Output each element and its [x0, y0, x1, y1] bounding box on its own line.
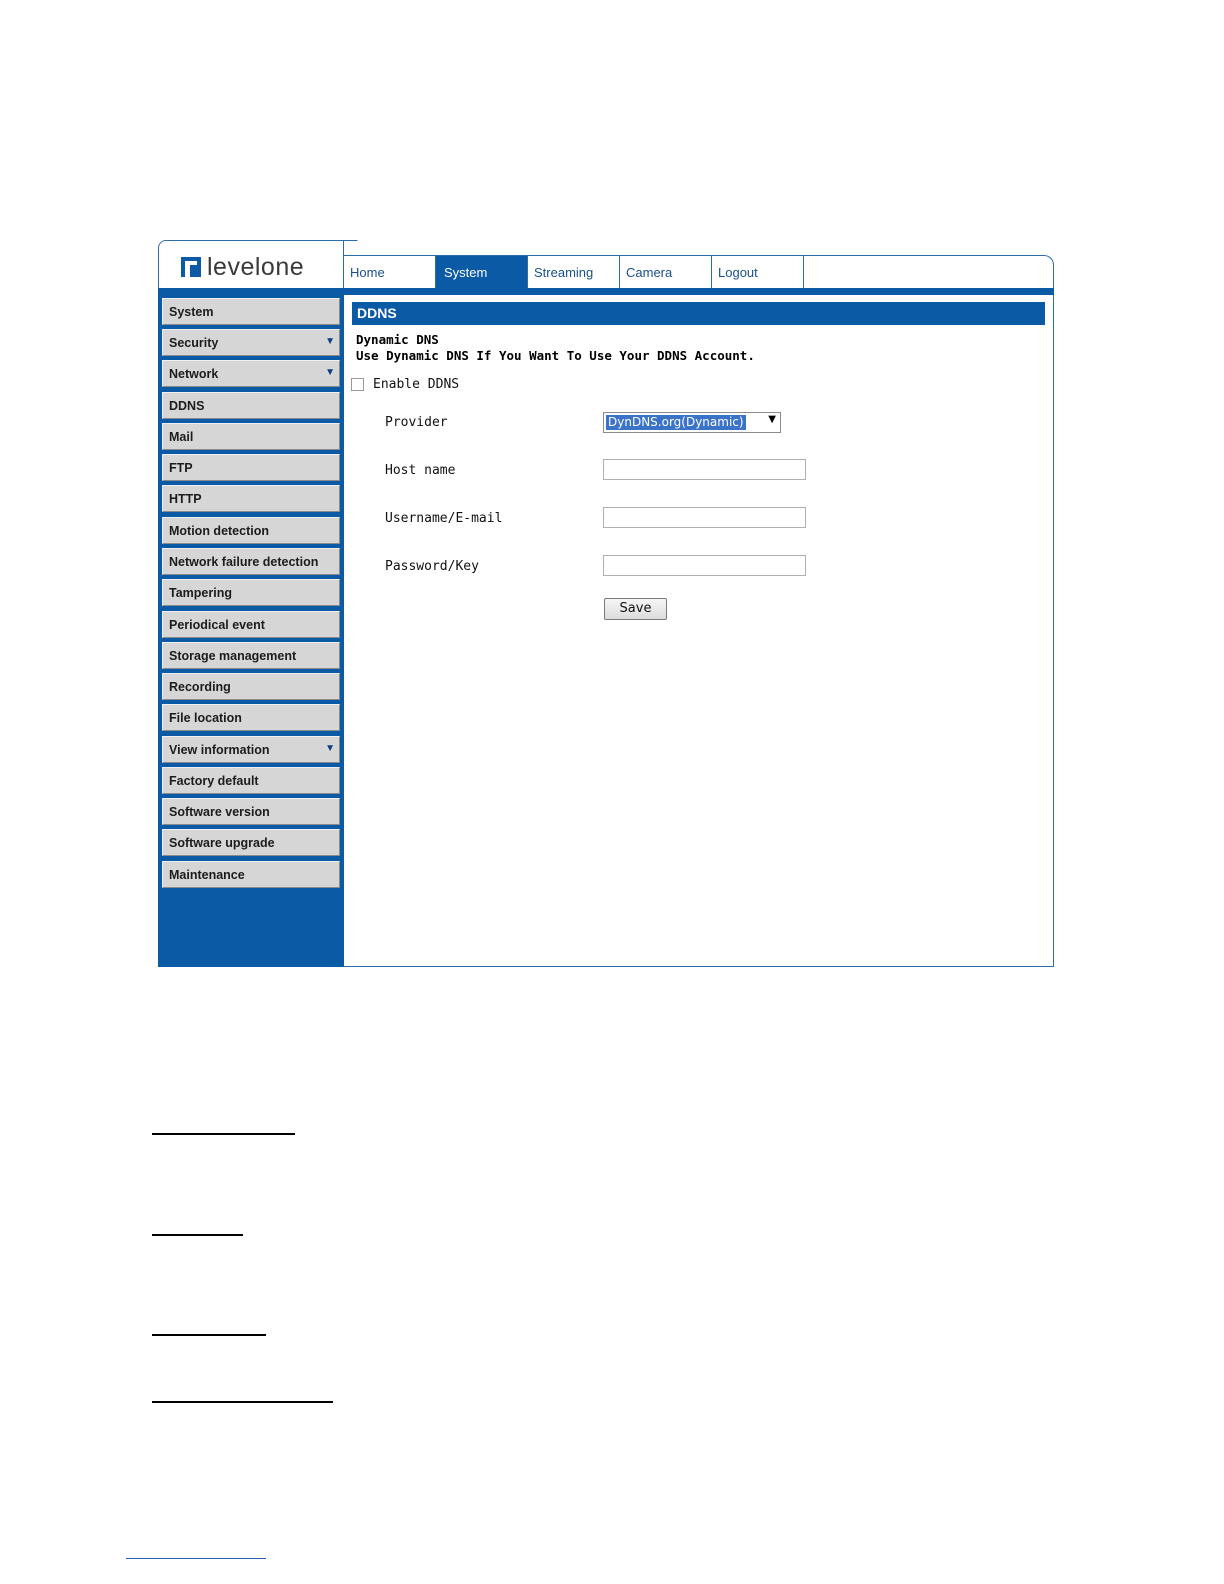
- expand-arrow-icon: ▼: [325, 367, 335, 378]
- sidebar-item-system[interactable]: [162, 298, 340, 325]
- main-panel: [344, 295, 1054, 967]
- levelone-logo: [181, 254, 304, 280]
- save-button[interactable]: Save: [604, 598, 667, 620]
- sidebar-item-label: System: [169, 305, 214, 319]
- page-heading: [356, 332, 755, 364]
- sidebar-item-mail[interactable]: [162, 423, 340, 450]
- sidebar-item-label: FTP: [169, 461, 193, 475]
- document-underline: [152, 1401, 333, 1403]
- sidebar-item-label: View information: [169, 743, 270, 757]
- sidebar-item-label: Network: [169, 367, 219, 381]
- logo-mark-icon: [181, 257, 201, 277]
- sidebar-item-security[interactable]: [162, 329, 340, 356]
- sidebar-item-file-location[interactable]: [162, 704, 340, 731]
- expand-arrow-icon: ▼: [325, 743, 335, 754]
- header-divider: [158, 288, 1054, 295]
- sidebar-item-maintenance[interactable]: [162, 861, 340, 888]
- sidebar-item-label: HTTP: [169, 492, 202, 506]
- document-underline: [152, 1234, 243, 1236]
- sidebar-item-label: Security: [169, 336, 219, 350]
- sidebar-item-software-version[interactable]: [162, 798, 340, 825]
- tab-system[interactable]: System: [436, 256, 528, 288]
- provider-label: Provider: [385, 415, 448, 430]
- sidebar-item-view-information[interactable]: [162, 736, 340, 763]
- sidebar-item-label: Network failure detection: [169, 555, 319, 569]
- sidebar-item-storage-management[interactable]: [162, 642, 340, 669]
- password-input[interactable]: [603, 555, 806, 576]
- sidebar-item-software-upgrade[interactable]: [162, 829, 340, 856]
- enable-ddns-row: [351, 377, 459, 392]
- sidebar-item-label: Factory default: [169, 774, 259, 788]
- sidebar-item-network-failure-detection[interactable]: [162, 548, 340, 575]
- document-underline: [152, 1133, 295, 1135]
- password-label: Password/Key: [385, 559, 479, 574]
- sidebar-item-label: Maintenance: [169, 868, 245, 882]
- tab-camera[interactable]: Camera: [620, 256, 712, 288]
- camera-web-ui: [158, 240, 1054, 967]
- heading-title: Dynamic DNS: [356, 332, 439, 347]
- tab-streaming[interactable]: Streaming: [528, 256, 620, 288]
- sidebar-item-label: Software version: [169, 805, 270, 819]
- sidebar-item-label: DDNS: [169, 399, 205, 413]
- username-input[interactable]: [603, 507, 806, 528]
- top-nav: [344, 255, 1054, 288]
- document-underline: [152, 1334, 266, 1336]
- host-name-label: Host name: [385, 463, 456, 478]
- host-name-input[interactable]: [603, 459, 806, 480]
- sidebar-item-periodical-event[interactable]: [162, 611, 340, 638]
- provider-select[interactable]: [603, 412, 781, 433]
- sidebar-item-label: Recording: [169, 680, 231, 694]
- sidebar-item-motion-detection[interactable]: [162, 517, 340, 544]
- header: [158, 240, 1054, 288]
- sidebar-item-network[interactable]: [162, 360, 340, 387]
- enable-ddns-label: Enable DDNS: [373, 377, 460, 392]
- tab-home[interactable]: Home: [344, 256, 436, 288]
- sidebar-item-ddns[interactable]: [162, 392, 340, 419]
- sidebar: [158, 295, 344, 967]
- username-label: Username/E-mail: [385, 511, 503, 526]
- sidebar-item-label: Software upgrade: [169, 836, 275, 850]
- footer-link-underline: [126, 1558, 266, 1559]
- expand-arrow-icon: ▼: [325, 336, 335, 347]
- sidebar-item-label: Motion detection: [169, 524, 269, 538]
- sidebar-item-label: File location: [169, 711, 242, 725]
- heading-description: Use Dynamic DNS If You Want To Use Your DDNS Account.: [356, 348, 755, 363]
- enable-ddns-checkbox[interactable]: [351, 378, 364, 391]
- sidebar-item-tampering[interactable]: [162, 579, 340, 606]
- sidebar-item-label: Periodical event: [169, 618, 265, 632]
- sidebar-item-factory-default[interactable]: [162, 767, 340, 794]
- sidebar-item-label: Mail: [169, 430, 194, 444]
- sidebar-item-label: Tampering: [169, 586, 232, 600]
- provider-selected-value: DynDNS.org(Dynamic): [608, 415, 744, 429]
- tab-logout[interactable]: Logout: [712, 256, 804, 288]
- section-title: DDNS: [352, 302, 1045, 325]
- chevron-down-icon: ▼: [768, 414, 776, 425]
- sidebar-item-recording[interactable]: [162, 673, 340, 700]
- logo-area: [158, 240, 344, 288]
- sidebar-item-http[interactable]: [162, 485, 340, 512]
- sidebar-item-ftp[interactable]: [162, 454, 340, 481]
- sidebar-item-label: Storage management: [169, 649, 297, 663]
- logo-text: levelone: [207, 253, 305, 281]
